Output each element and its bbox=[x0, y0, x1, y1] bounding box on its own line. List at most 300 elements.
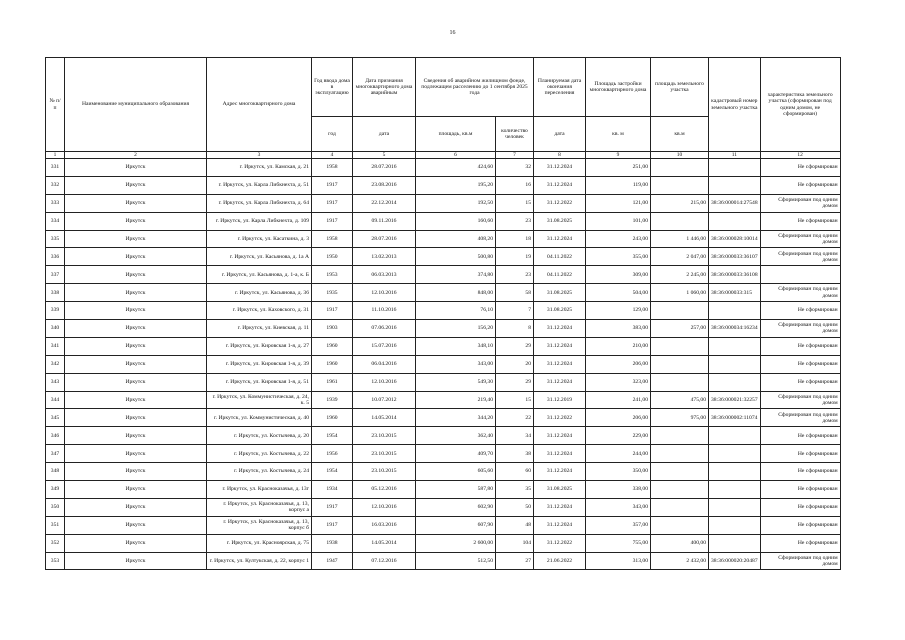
cell-number: 347 bbox=[46, 445, 65, 463]
cell-people: 104 bbox=[496, 534, 534, 552]
cell-built-area: 229,00 bbox=[586, 427, 651, 445]
cell-year: 1917 bbox=[312, 498, 353, 516]
cell-cadastral bbox=[709, 481, 761, 499]
cell-cadastral: 38:36:000002:11074 bbox=[709, 409, 761, 427]
cell-address: г. Иркутск, ул. Култукская, д. 22, корпус 1 bbox=[207, 552, 312, 570]
cell-land-area bbox=[651, 373, 709, 391]
cell-date: 07.12.2016 bbox=[353, 552, 416, 570]
cell-municipality: Иркутск bbox=[65, 373, 207, 391]
table-row bbox=[46, 463, 841, 481]
table-row bbox=[46, 302, 841, 320]
cell-year: 1954 bbox=[312, 427, 353, 445]
cell-address: г. Иркутск, ул. Коммунистическая, д. 40 bbox=[207, 409, 312, 427]
cell-area: 374,80 bbox=[416, 266, 496, 284]
cell-land-area bbox=[651, 337, 709, 355]
cell-planned-date: 31.12.2024 bbox=[534, 445, 586, 463]
table-row bbox=[46, 320, 841, 338]
header-address: Адрес многоквартирного дома bbox=[207, 58, 312, 152]
cell-planned-date: 31.08.2025 bbox=[534, 481, 586, 499]
table-row bbox=[46, 248, 841, 266]
table-row bbox=[46, 284, 841, 302]
cell-municipality: Иркутск bbox=[65, 409, 207, 427]
cell-number: 346 bbox=[46, 427, 65, 445]
cell-land-characteristic: Не сформирован bbox=[760, 516, 840, 534]
cell-address: г. Иркутск, ул. Каховского, д. 31 bbox=[207, 302, 312, 320]
cell-address: г. Иркутск, ул. Кировская 1-я, д. 51 bbox=[207, 373, 312, 391]
table-row bbox=[46, 427, 841, 445]
cell-people: 48 bbox=[496, 516, 534, 534]
cell-date: 14.05.2014 bbox=[353, 409, 416, 427]
cell-year: 1954 bbox=[312, 463, 353, 481]
cell-built-area: 121,00 bbox=[586, 194, 651, 212]
cell-municipality: Иркутск bbox=[65, 212, 207, 230]
cell-area: 408,20 bbox=[416, 230, 496, 248]
cell-area: 343,00 bbox=[416, 355, 496, 373]
cell-area: 605,60 bbox=[416, 463, 496, 481]
table-row bbox=[46, 212, 841, 230]
table-row bbox=[46, 481, 841, 499]
cell-area: 587,80 bbox=[416, 481, 496, 499]
cell-planned-date: 31.12.2022 bbox=[534, 409, 586, 427]
table-row bbox=[46, 355, 841, 373]
cell-number: 342 bbox=[46, 355, 65, 373]
cell-cadastral bbox=[709, 212, 761, 230]
cell-land-area: 975,00 bbox=[651, 409, 709, 427]
cell-people: 18 bbox=[496, 230, 534, 248]
cell-built-area: 119,00 bbox=[586, 176, 651, 194]
cell-date: 11.10.2016 bbox=[353, 302, 416, 320]
cell-land-area: 215,00 bbox=[651, 194, 709, 212]
cell-area: 156,20 bbox=[416, 320, 496, 338]
table-row bbox=[46, 373, 841, 391]
cell-land-characteristic: Не сформирован bbox=[760, 498, 840, 516]
cell-people: 29 bbox=[496, 337, 534, 355]
cell-land-area: 475,00 bbox=[651, 391, 709, 409]
cell-municipality: Иркутск bbox=[65, 302, 207, 320]
subheader-sqm: кв. м bbox=[586, 117, 651, 152]
table-row bbox=[46, 498, 841, 516]
table-row bbox=[46, 230, 841, 248]
cell-area: 848,00 bbox=[416, 284, 496, 302]
cell-number: 343 bbox=[46, 373, 65, 391]
table-row bbox=[46, 194, 841, 212]
cell-land-area: 400,00 bbox=[651, 534, 709, 552]
col-number: 8 bbox=[534, 152, 586, 159]
cell-planned-date: 31.12.2024 bbox=[534, 159, 586, 177]
header-land-char: характеристика земельного участка (сформирован под одним домом, не сформирован) bbox=[760, 58, 840, 152]
cell-land-characteristic: Не сформирован bbox=[760, 463, 840, 481]
cell-planned-date: 04.11.2022 bbox=[534, 266, 586, 284]
cell-land-area: 1 446,00 bbox=[651, 230, 709, 248]
cell-land-area: 257,00 bbox=[651, 320, 709, 338]
col-number: 5 bbox=[353, 152, 416, 159]
cell-number: 350 bbox=[46, 498, 65, 516]
cell-cadastral: 38:36:000028:10014 bbox=[709, 230, 761, 248]
cell-planned-date: 31.08.2025 bbox=[534, 302, 586, 320]
cell-number: 345 bbox=[46, 409, 65, 427]
cell-address: г. Иркутск, ул. Красноярская, д. 75 bbox=[207, 534, 312, 552]
cell-cadastral bbox=[709, 355, 761, 373]
cell-people: 16 bbox=[496, 176, 534, 194]
table-row bbox=[46, 516, 841, 534]
cell-land-area bbox=[651, 355, 709, 373]
cell-address: г. Иркутск, ул. Касьянова, д. 1-а, к. Б bbox=[207, 266, 312, 284]
cell-area: 348,10 bbox=[416, 337, 496, 355]
cell-cadastral bbox=[709, 516, 761, 534]
cell-cadastral bbox=[709, 498, 761, 516]
cell-planned-date: 31.08.2025 bbox=[534, 212, 586, 230]
cell-area: 219,40 bbox=[416, 391, 496, 409]
cell-planned-date: 31.12.2022 bbox=[534, 534, 586, 552]
cell-area: 512,50 bbox=[416, 552, 496, 570]
cell-number: 336 bbox=[46, 248, 65, 266]
cell-land-characteristic: Не сформирован bbox=[760, 176, 840, 194]
cell-people: 23 bbox=[496, 212, 534, 230]
cell-date: 28.07.2016 bbox=[353, 230, 416, 248]
col-number: 11 bbox=[709, 152, 761, 159]
cell-area: 160,60 bbox=[416, 212, 496, 230]
column-number-row bbox=[46, 152, 841, 159]
cell-area: 362,40 bbox=[416, 427, 496, 445]
cell-planned-date: 31.12.2024 bbox=[534, 230, 586, 248]
cell-cadastral bbox=[709, 302, 761, 320]
cell-land-characteristic: Не сформирован bbox=[760, 355, 840, 373]
table-row bbox=[46, 409, 841, 427]
cell-land-characteristic: Сформирован под одним домом bbox=[760, 320, 840, 338]
cell-year: 1958 bbox=[312, 159, 353, 177]
subheader-sqm2: кв.м bbox=[651, 117, 709, 152]
cell-area: 76,10 bbox=[416, 302, 496, 320]
cell-address: г. Иркутск, ул. Красноказачья, д. 13, корпус а bbox=[207, 498, 312, 516]
cell-land-area bbox=[651, 159, 709, 177]
cell-people: 15 bbox=[496, 391, 534, 409]
cell-year: 1960 bbox=[312, 409, 353, 427]
cell-land-area bbox=[651, 516, 709, 534]
cell-land-characteristic: Не сформирован bbox=[760, 337, 840, 355]
cell-cadastral: 38:36:000033:315 bbox=[709, 284, 761, 302]
cell-built-area: 309,00 bbox=[586, 266, 651, 284]
table-row bbox=[46, 552, 841, 570]
cell-built-area: 251,00 bbox=[586, 159, 651, 177]
cell-land-area bbox=[651, 463, 709, 481]
cell-built-area: 313,00 bbox=[586, 552, 651, 570]
cell-people: 50 bbox=[496, 498, 534, 516]
table-row bbox=[46, 391, 841, 409]
cell-number: 331 bbox=[46, 159, 65, 177]
cell-cadastral bbox=[709, 534, 761, 552]
cell-municipality: Иркутск bbox=[65, 355, 207, 373]
cell-year: 1961 bbox=[312, 373, 353, 391]
cell-land-area: 2 047,00 bbox=[651, 248, 709, 266]
cell-built-area: 355,00 bbox=[586, 248, 651, 266]
header-built-area: Площадь застройки многоквартирного дома bbox=[586, 58, 651, 117]
cell-year: 1958 bbox=[312, 230, 353, 248]
cell-area: 500,80 bbox=[416, 248, 496, 266]
cell-land-characteristic: Сформирован под одним домом bbox=[760, 194, 840, 212]
cell-built-area: 101,00 bbox=[586, 212, 651, 230]
cell-land-area bbox=[651, 176, 709, 194]
cell-address: г. Иркутск, ул. Камская, д. 21 bbox=[207, 159, 312, 177]
cell-municipality: Иркутск bbox=[65, 266, 207, 284]
cell-built-area: 244,00 bbox=[586, 445, 651, 463]
cell-people: 22 bbox=[496, 409, 534, 427]
cell-year: 1950 bbox=[312, 248, 353, 266]
cell-people: 8 bbox=[496, 320, 534, 338]
cell-municipality: Иркутск bbox=[65, 534, 207, 552]
cell-date: 22.12.2014 bbox=[353, 194, 416, 212]
page-number: 16 bbox=[449, 30, 456, 36]
cell-cadastral bbox=[709, 427, 761, 445]
cell-address: г. Иркутск, ул. Карла Либкнехта, д. 109 bbox=[207, 212, 312, 230]
cell-land-characteristic: Не сформирован bbox=[760, 445, 840, 463]
cell-municipality: Иркутск bbox=[65, 463, 207, 481]
cell-cadastral: 38:36:000034:16234 bbox=[709, 320, 761, 338]
cell-address: г. Иркутск, ул. Карла Либкнехта, д. 51 bbox=[207, 176, 312, 194]
cell-number: 333 bbox=[46, 194, 65, 212]
cell-date: 12.10.2016 bbox=[353, 373, 416, 391]
cell-land-characteristic: Не сформирован bbox=[760, 534, 840, 552]
header-land-area: площадь земельного участка bbox=[651, 58, 709, 117]
cell-cadastral bbox=[709, 176, 761, 194]
cell-municipality: Иркутск bbox=[65, 176, 207, 194]
cell-municipality: Иркутск bbox=[65, 445, 207, 463]
cell-people: 19 bbox=[496, 248, 534, 266]
cell-land-characteristic: Не сформирован bbox=[760, 302, 840, 320]
cell-address: г. Иркутск, ул. Красноказачья, д. 13г bbox=[207, 481, 312, 499]
cell-municipality: Иркутск bbox=[65, 230, 207, 248]
cell-municipality: Иркутск bbox=[65, 481, 207, 499]
cell-address: г. Иркутск, ул. Киевская, д. 11 bbox=[207, 320, 312, 338]
cell-year: 1935 bbox=[312, 284, 353, 302]
cell-year: 1917 bbox=[312, 302, 353, 320]
cell-municipality: Иркутск bbox=[65, 248, 207, 266]
cell-area: 409,70 bbox=[416, 445, 496, 463]
cell-land-characteristic: Сформирован под одним домом bbox=[760, 552, 840, 570]
cell-number: 341 bbox=[46, 337, 65, 355]
cell-year: 1917 bbox=[312, 176, 353, 194]
cell-planned-date: 31.12.2019 bbox=[534, 391, 586, 409]
cell-year: 1939 bbox=[312, 391, 353, 409]
cell-address: г. Иркутск, ул. Красноказачья, д. 13, корпус б bbox=[207, 516, 312, 534]
cell-land-characteristic: Сформирован под одним домом bbox=[760, 391, 840, 409]
cell-area: 424,60 bbox=[416, 159, 496, 177]
col-number: 2 bbox=[65, 152, 207, 159]
col-number: 6 bbox=[416, 152, 496, 159]
cell-land-area bbox=[651, 445, 709, 463]
cell-number: 334 bbox=[46, 212, 65, 230]
cell-people: 29 bbox=[496, 373, 534, 391]
header-municipality: Наименование муниципального образования bbox=[65, 58, 207, 152]
cell-planned-date: 31.08.2025 bbox=[534, 284, 586, 302]
table-row bbox=[46, 159, 841, 177]
cell-land-characteristic: Сформирован под одним домом bbox=[760, 248, 840, 266]
cell-date: 12.10.2016 bbox=[353, 284, 416, 302]
cell-planned-date: 31.12.2024 bbox=[534, 355, 586, 373]
cell-cadastral bbox=[709, 445, 761, 463]
cell-people: 34 bbox=[496, 427, 534, 445]
cell-year: 1917 bbox=[312, 194, 353, 212]
cell-address: г. Иркутск, ул. Карла Либкнехта, д. 64 bbox=[207, 194, 312, 212]
cell-area: 549,30 bbox=[416, 373, 496, 391]
cell-year: 1960 bbox=[312, 355, 353, 373]
cell-built-area: 357,00 bbox=[586, 516, 651, 534]
cell-land-characteristic: Не сформирован bbox=[760, 159, 840, 177]
cell-land-characteristic: Не сформирован bbox=[760, 373, 840, 391]
col-number: 3 bbox=[207, 152, 312, 159]
cell-year: 1917 bbox=[312, 516, 353, 534]
cell-address: г. Иркутск, ул. Касьянова, д. 36 bbox=[207, 284, 312, 302]
cell-built-area: 343,00 bbox=[586, 498, 651, 516]
cell-municipality: Иркутск bbox=[65, 337, 207, 355]
cell-date: 13.02.2013 bbox=[353, 248, 416, 266]
cell-date: 23.10.2015 bbox=[353, 427, 416, 445]
cell-number: 337 bbox=[46, 266, 65, 284]
cell-land-characteristic: Сформирован под одним домом bbox=[760, 409, 840, 427]
subheader-date: дата bbox=[353, 117, 416, 152]
cell-municipality: Иркутск bbox=[65, 320, 207, 338]
cell-planned-date: 31.12.2024 bbox=[534, 373, 586, 391]
cell-address: г. Иркутск, ул. Костычева, д. 20 bbox=[207, 427, 312, 445]
cell-land-area: 2 432,00 bbox=[651, 552, 709, 570]
cell-people: 58 bbox=[496, 284, 534, 302]
cell-built-area: 210,00 bbox=[586, 337, 651, 355]
subheader-area: площадь, кв.м bbox=[416, 117, 496, 152]
cell-built-area: 504,00 bbox=[586, 284, 651, 302]
cell-date: 06.03.2013 bbox=[353, 266, 416, 284]
cell-area: 195,20 bbox=[416, 176, 496, 194]
cell-year: 1903 bbox=[312, 320, 353, 338]
table-row bbox=[46, 266, 841, 284]
header-cadastral: кадастровый номер земельного участка bbox=[709, 58, 761, 152]
cell-people: 23 bbox=[496, 266, 534, 284]
cell-people: 35 bbox=[496, 481, 534, 499]
subheader-people: количество человек bbox=[496, 117, 534, 152]
cell-date: 16.03.2016 bbox=[353, 516, 416, 534]
cell-address: г. Иркутск, ул. Касьянова, д. 1а А bbox=[207, 248, 312, 266]
cell-date: 23.10.2015 bbox=[353, 445, 416, 463]
cell-year: 1938 bbox=[312, 534, 353, 552]
cell-date: 14.05.2014 bbox=[353, 534, 416, 552]
cell-built-area: 338,00 bbox=[586, 481, 651, 499]
cell-cadastral: 38:36:000033:36107 bbox=[709, 248, 761, 266]
cell-number: 332 bbox=[46, 176, 65, 194]
cell-number: 348 bbox=[46, 463, 65, 481]
cell-people: 60 bbox=[496, 463, 534, 481]
cell-year: 1960 bbox=[312, 337, 353, 355]
col-number: 4 bbox=[312, 152, 353, 159]
cell-planned-date: 31.12.2022 bbox=[534, 194, 586, 212]
header-year: Год ввода дома в эксплуатацию bbox=[312, 58, 353, 117]
cell-land-area: 1 060,00 bbox=[651, 284, 709, 302]
cell-address: г. Иркутск, ул. Кировская 1-я, д. 39 bbox=[207, 355, 312, 373]
cell-people: 20 bbox=[496, 355, 534, 373]
cell-municipality: Иркутск bbox=[65, 427, 207, 445]
cell-municipality: Иркутск bbox=[65, 516, 207, 534]
cell-land-area bbox=[651, 212, 709, 230]
cell-date: 10.07.2012 bbox=[353, 391, 416, 409]
register-table bbox=[45, 57, 841, 570]
cell-land-area bbox=[651, 481, 709, 499]
cell-planned-date: 31.12.2024 bbox=[534, 463, 586, 481]
cell-land-area bbox=[651, 498, 709, 516]
cell-land-characteristic bbox=[760, 266, 840, 284]
cell-address: г. Иркутск, ул. Кировская 1-я, д. 27 bbox=[207, 337, 312, 355]
cell-land-characteristic: Не сформирован bbox=[760, 427, 840, 445]
cell-planned-date: 31.12.2024 bbox=[534, 516, 586, 534]
cell-built-area: 755,00 bbox=[586, 534, 651, 552]
cell-land-characteristic: Не сформирован bbox=[760, 212, 840, 230]
cell-municipality: Иркутск bbox=[65, 391, 207, 409]
cell-date: 09.11.2016 bbox=[353, 212, 416, 230]
cell-area: 602,90 bbox=[416, 498, 496, 516]
cell-year: 1953 bbox=[312, 266, 353, 284]
header-planned-date: Планируемая дата окончания переселения bbox=[534, 58, 586, 117]
cell-land-characteristic: Сформирован под одним домом bbox=[760, 230, 840, 248]
cell-number: 349 bbox=[46, 481, 65, 499]
cell-municipality: Иркутск bbox=[65, 284, 207, 302]
col-number: 9 bbox=[586, 152, 651, 159]
cell-cadastral bbox=[709, 337, 761, 355]
cell-date: 05.12.2016 bbox=[353, 481, 416, 499]
header-fund-info: Сведения об аварийном жилищном фонде, подлежащем расселению до 1 сентября 2025 года bbox=[416, 58, 534, 117]
cell-planned-date: 31.12.2024 bbox=[534, 427, 586, 445]
cell-municipality: Иркутск bbox=[65, 498, 207, 516]
cell-area: 607,90 bbox=[416, 516, 496, 534]
cell-people: 27 bbox=[496, 552, 534, 570]
subheader-year: год bbox=[312, 117, 353, 152]
cell-people: 38 bbox=[496, 445, 534, 463]
cell-cadastral: 38:36:000020:20487 bbox=[709, 552, 761, 570]
table-body bbox=[46, 159, 841, 570]
cell-municipality: Иркутск bbox=[65, 159, 207, 177]
cell-land-area bbox=[651, 302, 709, 320]
cell-people: 15 bbox=[496, 194, 534, 212]
cell-year: 1934 bbox=[312, 481, 353, 499]
cell-area: 192,50 bbox=[416, 194, 496, 212]
cell-date: 23.10.2015 bbox=[353, 463, 416, 481]
col-number: 1 bbox=[46, 152, 65, 159]
cell-built-area: 243,00 bbox=[586, 230, 651, 248]
cell-land-characteristic: Сформирован под одним домом bbox=[760, 284, 840, 302]
cell-land-area bbox=[651, 427, 709, 445]
subheader-date2: дата bbox=[534, 117, 586, 152]
cell-date: 12.10.2016 bbox=[353, 498, 416, 516]
cell-date: 23.08.2016 bbox=[353, 176, 416, 194]
col-number: 7 bbox=[496, 152, 534, 159]
table-row bbox=[46, 534, 841, 552]
cell-date: 15.07.2016 bbox=[353, 337, 416, 355]
cell-number: 340 bbox=[46, 320, 65, 338]
cell-built-area: 129,00 bbox=[586, 302, 651, 320]
cell-address: г. Иркутск, ул. Коммунистическая, д. 24, к. 5 bbox=[207, 391, 312, 409]
cell-planned-date: 21.06.2022 bbox=[534, 552, 586, 570]
cell-area: 344,20 bbox=[416, 409, 496, 427]
cell-cadastral: 38:36:000021:32257 bbox=[709, 391, 761, 409]
cell-year: 1956 bbox=[312, 445, 353, 463]
cell-number: 344 bbox=[46, 391, 65, 409]
cell-number: 351 bbox=[46, 516, 65, 534]
cell-number: 335 bbox=[46, 230, 65, 248]
cell-built-area: 206,00 bbox=[586, 409, 651, 427]
cell-number: 339 bbox=[46, 302, 65, 320]
cell-planned-date: 31.12.2024 bbox=[534, 337, 586, 355]
cell-built-area: 206,00 bbox=[586, 355, 651, 373]
cell-date: 28.07.2016 bbox=[353, 159, 416, 177]
cell-address: г. Иркутск, ул. Костычева, д. 22 bbox=[207, 445, 312, 463]
header-n: № п/п bbox=[46, 58, 65, 152]
cell-date: 07.06.2016 bbox=[353, 320, 416, 338]
cell-people: 7 bbox=[496, 302, 534, 320]
